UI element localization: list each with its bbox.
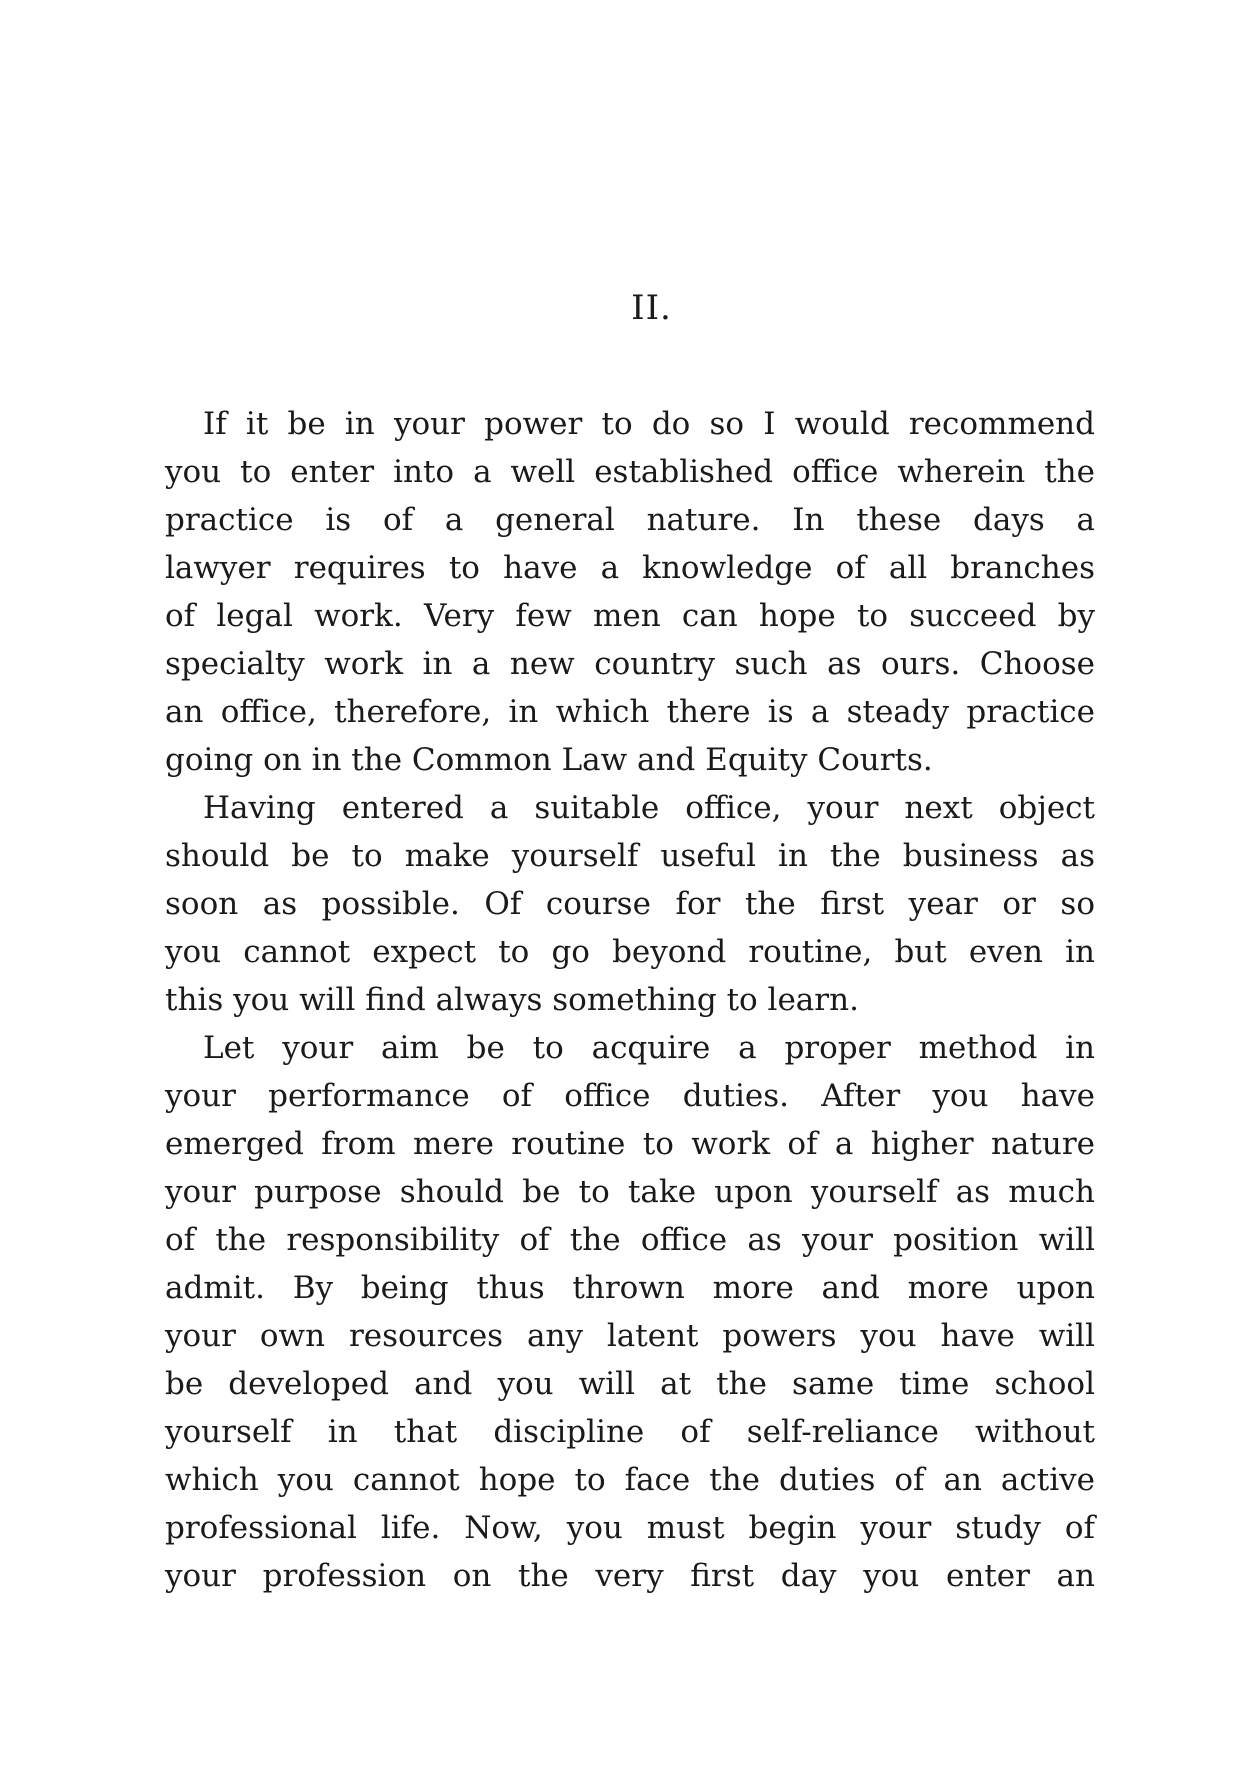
text-line: If it be in your power to do so I would recommend [203,406,1095,442]
text-line: you to enter into a well established office wherein the [165,454,1095,490]
text-line: your purpose should be to take upon yourself as much [165,1174,1095,1210]
body-text [165,400,1095,1600]
paragraph [165,1024,1095,1600]
text-line: going on in the Common Law and Equity Courts. [165,742,933,778]
text-line: your profession on the very first day you enter an [165,1558,1095,1594]
text-line: professional life. Now, you must begin your study of [165,1510,1095,1546]
text-line: specialty work in a new country such as ours. Choose [165,646,1095,682]
text-line: your performance of office duties. After you have [165,1078,1095,1114]
text-line: your own resources any latent powers you have will [165,1318,1095,1354]
paragraph [165,400,1095,784]
text-line: Let your aim be to acquire a proper method in [203,1030,1095,1066]
text-line: should be to make yourself useful in the business as [165,838,1095,874]
text-line: Having entered a suitable office, your next object [203,790,1095,826]
text-line: yourself in that discipline of self-reliance without [165,1414,1095,1450]
text-line: be developed and you will at the same time school [165,1366,1095,1402]
text-line: practice is of a general nature. In these days a [165,502,1095,538]
paragraph [165,784,1095,1024]
text-line: you cannot expect to go beyond routine, but even in [165,934,1095,970]
text-line: this you will find always something to learn. [165,982,859,1018]
text-line: of the responsibility of the office as your position will [165,1222,1095,1258]
text-line: which you cannot hope to face the duties of an active [165,1462,1095,1498]
text-line: of legal work. Very few men can hope to succeed by [165,598,1095,634]
chapter-heading: II. [631,288,672,328]
text-line: soon as possible. Of course for the first year or so [165,886,1095,922]
text-line: lawyer requires to have a knowledge of all branches [165,550,1095,586]
text-line: emerged from mere routine to work of a higher nature [165,1126,1095,1162]
text-line: admit. By being thus thrown more and more upon [165,1270,1095,1306]
text-line: an office, therefore, in which there is a steady practice [165,694,1095,730]
